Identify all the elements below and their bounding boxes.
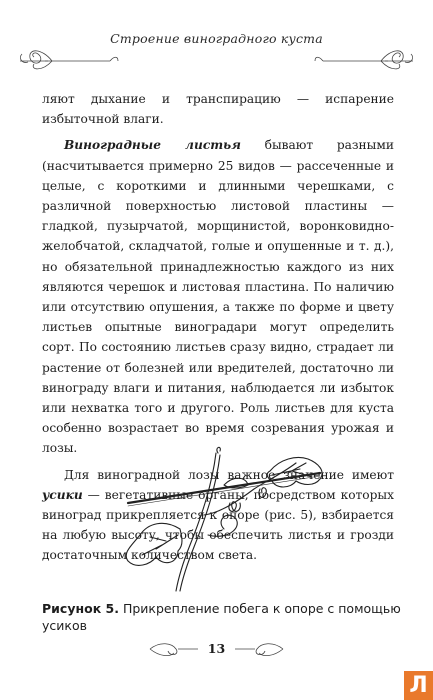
paragraph-3-pre: Для виноградной лозы важное значение имеют (64, 467, 394, 482)
publisher-logo: Л (404, 671, 433, 700)
running-header-title: Строение виноградного куста (110, 31, 323, 46)
caption-label: Рисунок 5. (42, 601, 119, 616)
tendril-2 (259, 488, 266, 498)
page-number: 13 (207, 641, 226, 656)
vine-stem (176, 453, 216, 591)
paragraph-1-text: ляют дыхание и транспирацию — испарение избыточной влаги. (42, 92, 394, 127)
paragraph-2 (42, 135, 394, 458)
paragraph-1 (42, 89, 394, 129)
figure-vine-illustration (120, 445, 330, 593)
figure-caption (42, 600, 402, 634)
leaf-left (126, 523, 182, 565)
term-tendrils: усики (42, 487, 83, 502)
support-wire (128, 473, 320, 503)
term-grape-leaves: Виноградные листья (64, 138, 241, 153)
paragraph-3-text: — вегетативные органы, посредством которых виноград прикрепляется к опоре (рис. 5), взбирается на любую высоту, чтобы обеспечить листья и грозди достаточным количеством света. (42, 487, 394, 563)
caption-text: Прикрепление побега к опоре с помощью усиков (42, 601, 401, 633)
tendril-1 (229, 502, 240, 512)
paragraph-2-text: бывают разными (насчитывается примерно 25 видов — рассеченные и целые, с короткими и длинными черешками, с различной поверхностью листовой пластины — гладкой, пузырчатой, морщинистой, воронковидно-желобчатой, складчатой, голые и опушенные и т. д.), но обязательной принадлежностью каждого из них являются черешок и листовая пластина. По наличию или отсутствию опушения, а также по форме и цвету листьев опытные виноградари могут определить сорт. По состоянию листьев сразу видно, страдает ли растение от болезней или вредителей, достаточно ли винограду влаги и питания, наблюдается ли избыток или нехватка того и другого. Роль листьев для куста особенно возрастает во время созревания урожая и лозы. (42, 138, 394, 456)
